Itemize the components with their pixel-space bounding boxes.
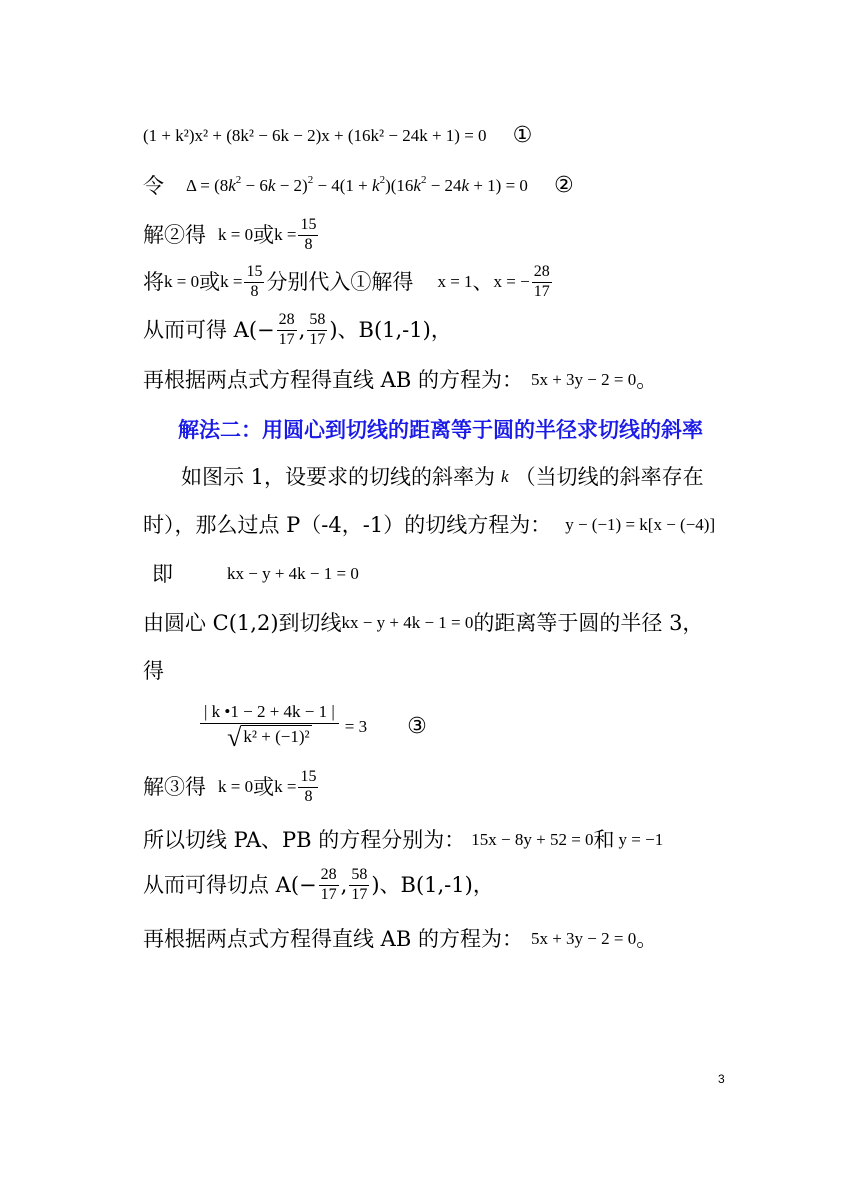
line-ab-equation-2 [143,925,820,953]
substitute-label: 将 [143,270,164,294]
tangent-lines-lead: 所以切线 PA、PB 的方程分别为： [143,828,466,852]
fraction-28-17: $\frac{28}{17}$ [320,865,337,903]
points-tail: )、B(1,-1)， [371,873,494,897]
tangent-pa-eq: 15x − 8y + 52 = 0 [471,830,594,849]
period: 。 [636,368,658,392]
ji-label: 即 [152,562,173,586]
line-ab-eq: 5x + 3y − 2 = 0 [530,370,637,389]
substitute-text: 分别代入①解得 [266,270,414,294]
page-number: 3 [718,1072,725,1086]
line-ab-eq: 5x + 3y − 2 = 0 [530,929,637,948]
k-zero: k = 0 [218,225,254,244]
solve-2-label: 解②得 [143,223,206,247]
fraction-15-8: $\frac{15}{8}$ [300,767,317,805]
points-tail: )、B(1,-1)， [329,318,452,342]
x-equals: x = − [493,272,530,291]
or-word: 或 [253,775,275,799]
paragraph-line-1 [181,463,820,491]
fraction-28-17: $\frac{28}{17}$ [278,310,295,348]
equation-1: (1 + k²)x² + (8k² − 6k − 2)x + (16k² − 24k + 1) = 0 [143,126,487,145]
points-lead: 从而可得 A(− [143,318,275,342]
solve-2-line [143,215,820,255]
fraction-58-17: $\frac{58}{17}$ [351,865,368,903]
points-lead: 从而可得切点 A(− [143,873,317,897]
fraction-15-8: $\frac{15}{8}$ [246,262,263,300]
de-word: 得 [143,659,164,683]
k-equals: k = [220,272,243,291]
equation-tag-1: ① [512,123,533,148]
tangent-lines-line [143,826,820,854]
k-equals: k = [274,777,297,796]
comma: , [298,318,306,342]
tangent-equation: y − (−1) = k[x − (−4)] [565,515,716,534]
substitute-line [143,262,820,302]
equation-tag-2: ② [553,173,574,198]
and-word: 和 [593,828,615,852]
equals-three: = 3 [344,717,368,736]
k-equals: k = [274,225,297,244]
distance-lead: 由圆心 C(1,2)到切线 [143,611,342,635]
equivalent-line [152,560,820,588]
paragraph-line-2 [143,511,820,539]
line-ab-lead: 再根据两点式方程得直线 AB 的方程为： [143,368,523,392]
fraction-15-8: $\frac{15}{8}$ [300,215,317,253]
solve-3-line [143,767,820,807]
k-zero: k = 0 [218,777,254,796]
or-word: 或 [199,270,221,294]
points-line-2 [143,864,820,906]
tangent-general-eq: kx − y + 4k − 1 = 0 [341,613,474,632]
k-symbol: k [501,467,509,486]
solve-3-label: 解③得 [143,775,206,799]
distance-tail: 的距离等于圆的半径 3， [473,611,704,635]
or-word: 或 [253,223,275,247]
line-ab-equation-1 [143,366,820,394]
paragraph-tail: （当切线的斜率存在 [514,465,704,489]
square-root: √ k² + (−1)² [227,722,310,752]
fraction-58-17: $\frac{58}{17}$ [309,310,326,348]
x-equals-1: x = 1 [437,272,473,291]
equation-1-line [143,122,820,150]
points-line-1 [143,309,820,351]
equation-tag-3: ③ [407,714,427,739]
distance-line [143,609,820,637]
tangent-pb-eq: y = −1 [618,830,664,849]
tangent-intro: 时），那么过点 P（-4，-1）的切线方程为： [143,513,552,537]
paragraph-text: 如图示 1，设要求的切线的斜率为 [181,465,496,489]
distance-fraction: | k •1 − 2 + 4k − 1 | √ k² + (−1)² [200,703,339,751]
discriminant-equation: $\Delta = (8k^2 - 6k - 2)^2 - 4(1 + k^2)(16k^2 - 24k + 1) = 0$ [186,174,528,195]
distance-denominator [225,724,313,751]
comma: , [340,873,348,897]
method-two-heading: 解法二：用圆心到切线的距离等于圆的半径求切线的斜率 [178,418,703,442]
period: 。 [636,927,658,951]
fraction-28-17: $\frac{28}{17}$ [533,262,550,300]
tangent-general-eq: kx − y + 4k − 1 = 0 [227,564,359,583]
de-line [143,657,820,685]
line-ab-lead: 再根据两点式方程得直线 AB 的方程为： [143,927,523,951]
k-zero: k = 0 [164,272,200,291]
separator: 、 [472,270,494,294]
discriminant-line [143,172,820,200]
distance-equation-line [198,702,820,752]
let-label: 令 [143,174,164,198]
